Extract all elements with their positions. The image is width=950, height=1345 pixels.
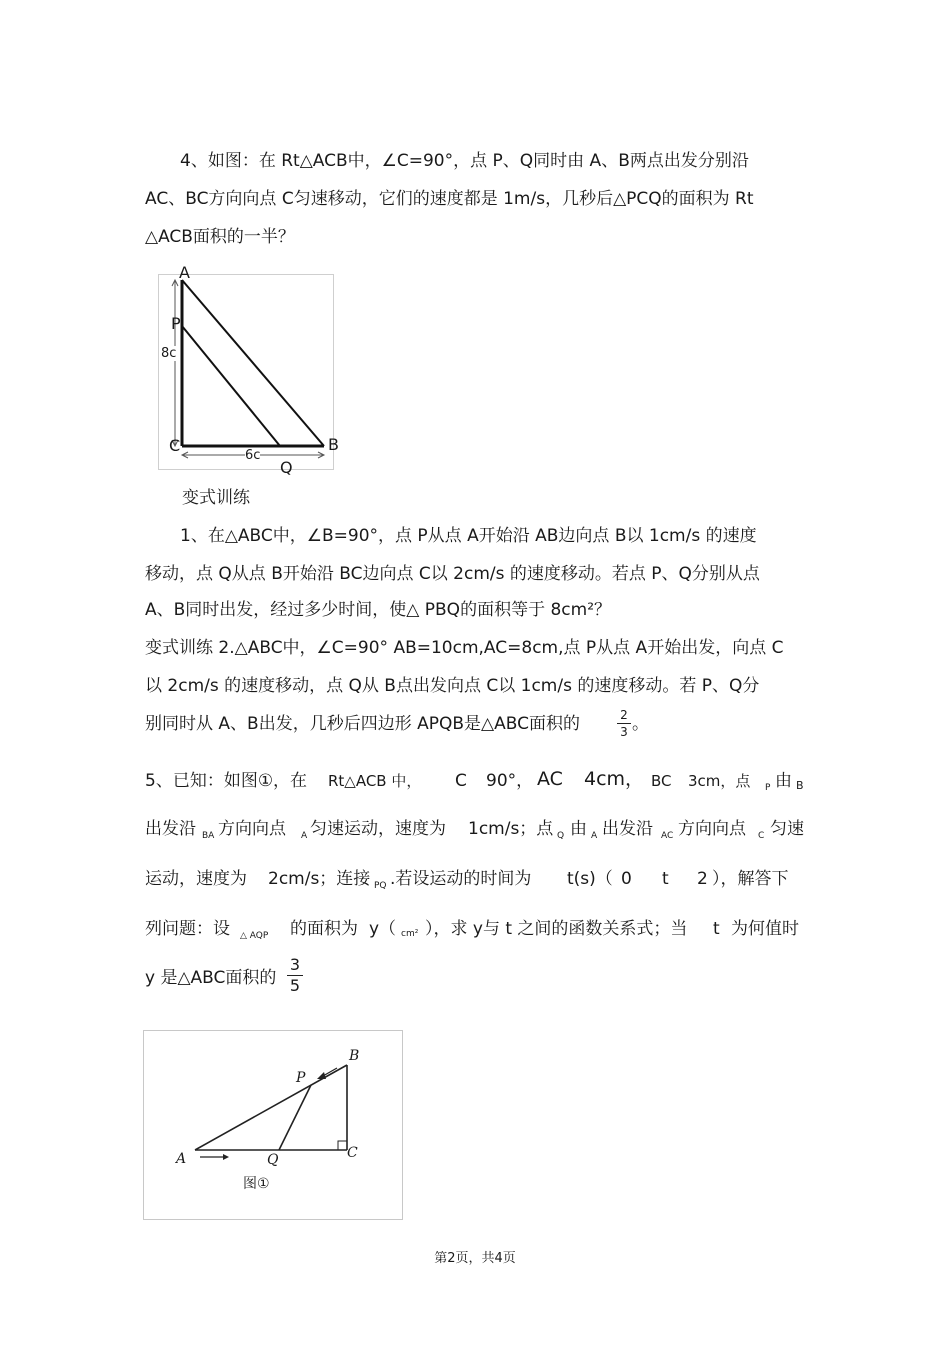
problem5-l1a: 5、已知：如图①，在	[145, 771, 308, 791]
problem4-line2: AC、BC方向向点 C匀速移动，它们的速度都是 1m/s，几秒后△PCQ的面积为 Rt	[145, 189, 754, 209]
problem5-l4c: 的面积为	[290, 919, 358, 939]
problem5-l1e: AC	[537, 768, 563, 790]
problem5-l2k: AC	[661, 831, 674, 841]
page-footer: 第2页，共4页	[434, 1251, 516, 1266]
problem5-l4g: t	[713, 919, 720, 939]
fraction-numerator: 2	[617, 707, 631, 724]
problem5-l2c: 方向向点	[218, 819, 286, 839]
problem4-line3: △ACB面积的一半？	[145, 227, 295, 247]
variant2-line2: 以 2cm/s 的速度移动，点 Q从 B点出发向点 C以 1cm/s 的速度移动。若 P、Q分	[145, 676, 760, 696]
problem5-l1h: 3cm，点	[688, 772, 751, 790]
variant2-line3-end: 。	[632, 714, 649, 734]
variant1-line1: 1、在△ABC中，∠B=90°，点 P从点 A开始沿 AB边向点 B以 1cm/s 的速度	[180, 526, 757, 546]
problem5-l2g: Q	[557, 831, 565, 841]
figure-caption: 图①	[243, 1176, 270, 1192]
label-side-8c: 8c	[161, 346, 177, 361]
label-point-a: A	[179, 263, 190, 282]
fraction-numerator: 3	[287, 955, 303, 976]
problem5-l4d: y（	[369, 919, 397, 939]
problem5-l3i: ），解答下	[712, 869, 789, 889]
problem5-l2d: A	[301, 831, 308, 841]
label-point-p: P	[171, 314, 181, 333]
variant-heading: 变式训练	[182, 488, 250, 508]
problem5-l2j: 出发沿	[602, 819, 653, 839]
problem5-l1j: 由	[775, 771, 792, 791]
label-point-p: P	[296, 1070, 306, 1086]
fraction-denominator: 3	[620, 725, 628, 739]
problem5-l1i: P	[765, 783, 771, 793]
variant1-line2: 移动，点 Q从点 B开始沿 BC边向点 C以 2cm/s 的速度移动。若点 P、Q分别从点	[145, 564, 760, 584]
problem5-l2e: 匀速运动，速度为	[310, 819, 446, 839]
problem5-l1k: B	[796, 779, 804, 792]
problem5-l2f: 1cm/s；点	[468, 819, 554, 839]
triangle-diagram	[158, 266, 338, 471]
problem5-l2h: 由	[570, 819, 587, 839]
problem5-l3c: PQ	[374, 881, 387, 891]
variant1-line3: A、B同时出发，经过多少时间，使△ PBQ的面积等于 8cm²？	[145, 600, 612, 620]
problem5-l3g: t	[662, 869, 669, 889]
variant2-line1: 变式训练 2.△ABC中，∠C=90° AB=10cm,AC=8cm,点 P从点 A开始出发，向点 C	[145, 638, 784, 658]
label-point-c: C	[169, 436, 181, 455]
problem5-l4e: cm²	[401, 929, 419, 939]
problem5-l4b: △ AQP	[240, 931, 269, 941]
problem5-l1f: 4cm，	[584, 768, 645, 790]
figure-right-triangle-acb	[158, 263, 339, 477]
problem5-l3d: .若设运动的时间为	[390, 869, 532, 889]
variant2-line3: 别同时从 A、B出发，几秒后四边形 APQB是△ABC面积的	[145, 714, 580, 734]
problem5-l2a: 出发沿	[145, 819, 196, 839]
problem5-l4a: 列问题：设	[145, 919, 230, 939]
problem5-l1c: C	[455, 771, 467, 791]
problem5-l1g: BC	[651, 772, 672, 790]
label-point-q: Q	[267, 1152, 279, 1168]
problem5-l2n: 匀速	[770, 819, 804, 839]
problem5-l3e: t(s)（	[567, 869, 613, 889]
problem5-l3f: 0	[621, 869, 632, 889]
problem5-l4h: 为何值时	[731, 919, 799, 939]
problem5-l2i: A	[591, 831, 598, 841]
problem5-l2m: C	[758, 831, 765, 841]
problem5-l2b: BA	[202, 831, 215, 841]
fraction-denominator: 5	[289, 976, 301, 995]
problem5-l3h: 2	[697, 869, 708, 889]
figure-1-triangle	[143, 1030, 403, 1220]
label-side-6c: 6c	[245, 448, 261, 463]
label-point-b: B	[349, 1048, 360, 1064]
fraction-three-fifths	[287, 955, 303, 996]
problem4-line1: 4、如图：在 Rt△ACB中，∠C=90°，点 P、Q同时由 A、B两点出发分别沿	[180, 151, 749, 171]
label-point-b: B	[328, 435, 339, 454]
problem5-l4f: ），求 y与 t 之间的函数关系式；当	[425, 919, 688, 939]
problem5-l1b: Rt△ACB 中，	[328, 772, 422, 790]
problem5-l3b: 2cm/s；连接	[268, 869, 371, 889]
fraction-two-thirds	[617, 707, 631, 740]
triangle-apq-diagram	[143, 1030, 403, 1220]
label-point-c: C	[347, 1145, 358, 1161]
problem5-l5a: y 是△ABC面积的	[145, 968, 277, 988]
problem5-l3a: 运动，速度为	[145, 869, 247, 889]
label-point-a: A	[176, 1151, 187, 1167]
problem5-l1d: 90°，	[486, 771, 534, 791]
label-point-q: Q	[280, 458, 293, 477]
problem5-l2l: 方向向点	[678, 819, 746, 839]
